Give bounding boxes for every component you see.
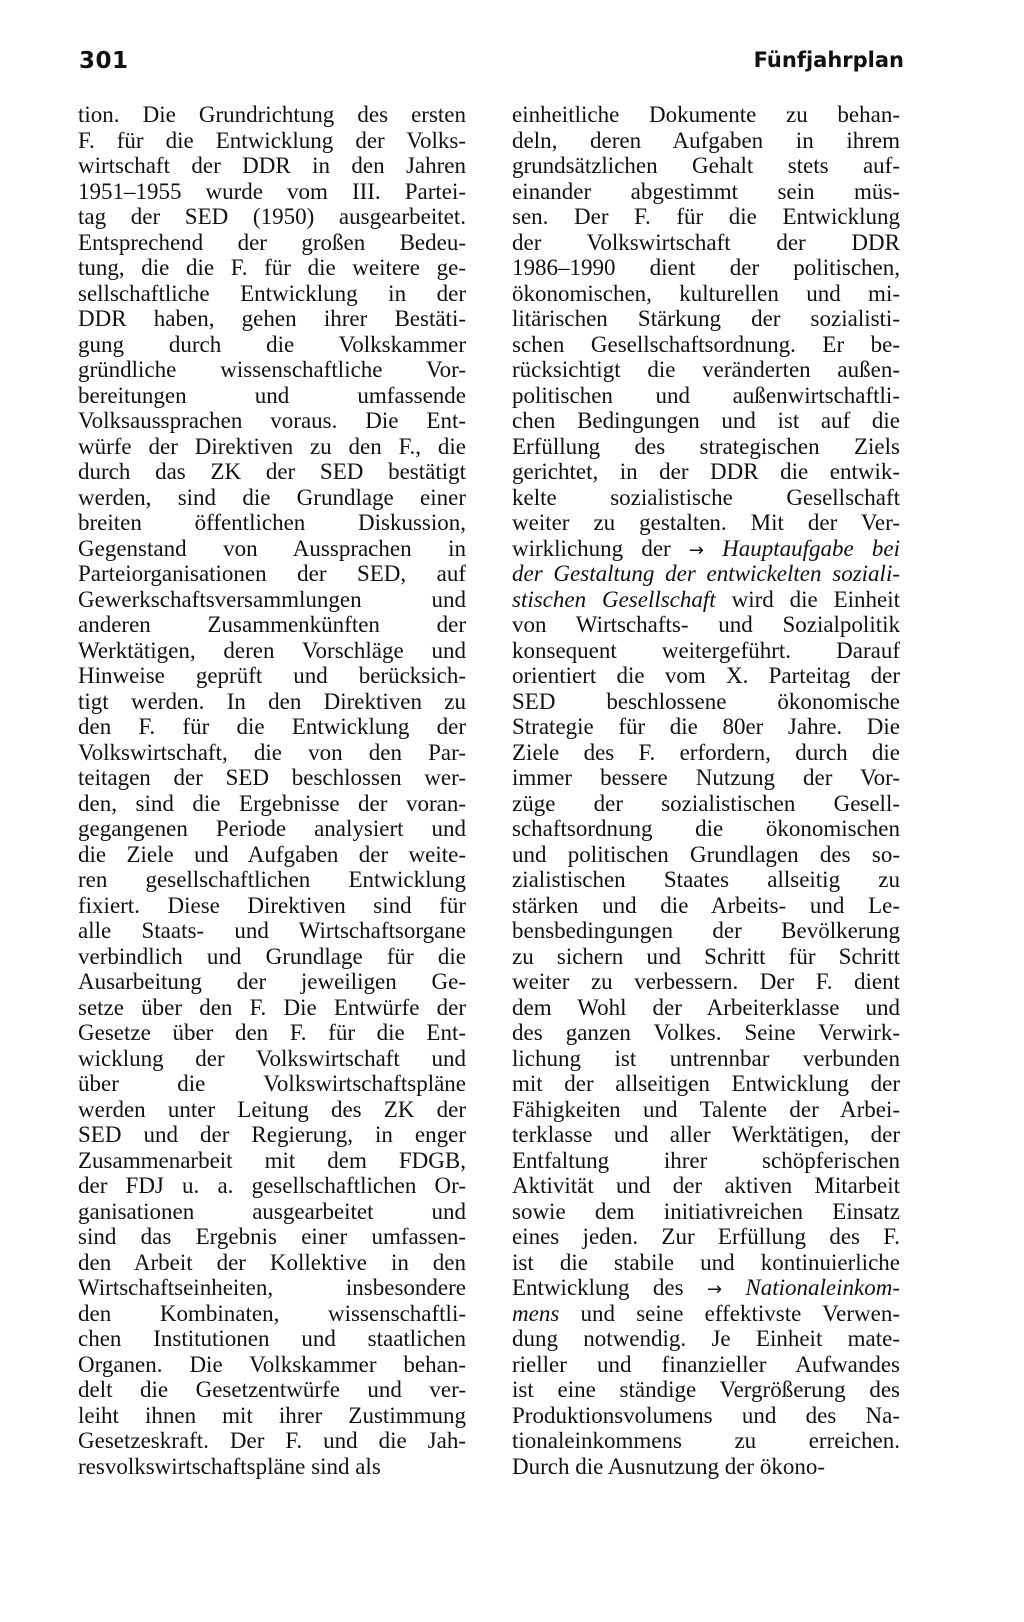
text-line: sen. Der F. für die Entwicklung	[512, 204, 900, 229]
text-line: den Kombinaten, wissenschaftli-	[78, 1300, 466, 1326]
text-line: gerichtet, in der DDR die entwik-	[512, 459, 900, 484]
text-line: einander abgestimmt sein müs-	[512, 178, 900, 204]
text-line: den Arbeit der Kollektive in den	[78, 1249, 466, 1275]
text-line: Aktivität und der aktiven Mitarbeit	[512, 1173, 900, 1198]
text-line: SED und der Regierung, in enger	[78, 1122, 466, 1147]
text-line: setze über den F. Die Entwürfe der	[78, 994, 466, 1020]
text-line: werden, sind die Grundlage einer	[78, 484, 466, 510]
text-line: F. für die Entwicklung der Volks-	[78, 127, 466, 153]
text-line: teitagen der SED beschlossen wer-	[78, 765, 466, 790]
text-line: ist die stabile und kontinuierliche	[512, 1249, 900, 1275]
text-line: immer bessere Nutzung der Vor-	[512, 765, 900, 790]
text-line: Entsprechend der großen Bedeu-	[78, 229, 466, 255]
text-line: tion. Die Grundrichtung des ersten	[78, 102, 466, 127]
text-line: Gesetzeskraft. Der F. und die Jah-	[78, 1428, 466, 1453]
text-line: dung notwendig. Je Einheit mate-	[512, 1326, 900, 1351]
cross-reference-link[interactable]: Hauptaufgabe bei	[722, 535, 900, 561]
text-line: zialistischen Staates allseitig zu	[512, 867, 900, 892]
text-line: ökonomischen, kulturellen und mi-	[512, 280, 900, 306]
text-line: durch das ZK der SED bestätigt	[78, 459, 466, 484]
text-line: grundsätzlichen Gehalt stets auf-	[512, 153, 900, 178]
text-line: 1986–1990 dient der politischen,	[512, 255, 900, 280]
text-line: deln, deren Aufgaben in ihrem	[512, 127, 900, 153]
text-line: zu sichern und Schritt für Schritt	[512, 943, 900, 969]
cross-reference-link[interactable]: stischen Gesellschaft	[512, 586, 716, 612]
text-line: Strategie für die 80er Jahre. Die	[512, 714, 900, 739]
text-line: und politischen Grundlagen des so-	[512, 841, 900, 867]
text-line: Volksaussprachen voraus. Die Ent-	[78, 408, 466, 433]
text-line: Entwicklung des → Nationaleinkom-	[512, 1275, 900, 1300]
text-line: bereitungen und umfassende	[78, 382, 466, 408]
text-line: Wirtschaftseinheiten, insbesondere	[78, 1275, 466, 1300]
text-line: dem Wohl der Arbeiterklasse und	[512, 994, 900, 1020]
text-line: ist eine ständige Vergrößerung des	[512, 1377, 900, 1402]
text-line: bensbedingungen der Bevölkerung	[512, 918, 900, 943]
text-line: züge der sozialistischen Gesell-	[512, 790, 900, 816]
text-line: einheitliche Dokumente zu behan-	[512, 102, 900, 127]
cross-reference-link[interactable]: Nationaleinkom-	[745, 1275, 900, 1300]
text-line: Organen. Die Volkskammer behan-	[78, 1351, 466, 1377]
cross-reference-link[interactable]: mens	[512, 1300, 560, 1326]
text-line: Gegenstand von Aussprachen in	[78, 535, 466, 561]
text-line: tung, die die F. für die weitere ge-	[78, 255, 466, 280]
text-line: Durch die Ausnutzung der ökono-	[512, 1453, 825, 1479]
text-line: der Volkswirtschaft der DDR	[512, 229, 900, 255]
text-line: Volkswirtschaft, die von den Par-	[78, 739, 466, 765]
text-line: chen Bedingungen und ist auf die	[512, 408, 900, 433]
text-line: DDR haben, gehen ihrer Bestäti-	[78, 306, 466, 331]
text-line: Zusammenarbeit mit dem FDGB,	[78, 1147, 466, 1173]
text-line: tag der SED (1950) ausgearbeitet.	[78, 204, 466, 229]
text-line: tigt werden. In den Direktiven zu	[78, 688, 466, 714]
running-head: Fünfjahrplan	[753, 48, 904, 72]
text-line: Gesetze über den F. für die Ent-	[78, 1020, 466, 1045]
text-line: terklasse und aller Werktätigen, der	[512, 1122, 900, 1147]
text-line: lichung ist untrennbar verbunden	[512, 1045, 900, 1071]
text-line: gegangenen Periode analysiert und	[78, 816, 466, 841]
text-line: tionaleinkommens zu erreichen.	[512, 1428, 900, 1453]
text-line: sowie dem initiativreichen Einsatz	[512, 1198, 900, 1224]
text-line: des ganzen Volkes. Seine Verwirk-	[512, 1020, 900, 1045]
left-text-column	[78, 102, 466, 1479]
text-line: weiter zu verbessern. Der F. dient	[512, 969, 900, 994]
text-line: weiter zu gestalten. Mit der Ver-	[512, 510, 900, 535]
text-line: 1951–1955 wurde vom III. Partei-	[78, 178, 466, 204]
text-line: eines jeden. Zur Erfüllung des F.	[512, 1224, 900, 1249]
text-line: orientiert die vom X. Parteitag der	[512, 663, 900, 688]
text-line: Entfaltung ihrer schöpferischen	[512, 1147, 900, 1173]
cross-reference-arrow-icon: →	[706, 1279, 723, 1300]
text-line: Werktätigen, deren Vorschläge und	[78, 637, 466, 663]
text-line: mit der allseitigen Entwicklung der	[512, 1071, 900, 1096]
text-line: der FDJ u. a. gesellschaftlichen Or-	[78, 1173, 466, 1198]
text-line: wicklung der Volkswirtschaft und	[78, 1045, 466, 1071]
page-number: 301	[79, 48, 129, 74]
text-line: Fähigkeiten und Talente der Arbei-	[512, 1096, 900, 1122]
text-line: resvolkswirtschaftspläne sind als	[78, 1453, 381, 1479]
text-line: politischen und außenwirtschaftli-	[512, 382, 900, 408]
text-line: anderen Zusammenkünften der	[78, 612, 466, 637]
text-line: leiht ihnen mit ihrer Zustimmung	[78, 1402, 466, 1428]
text-line: schen Gesellschaftsordnung. Er be-	[512, 331, 900, 357]
text-line: Erfüllung des strategischen Ziels	[512, 433, 900, 459]
text-line: sellschaftliche Entwicklung in der	[78, 280, 466, 306]
text-line: von Wirtschafts- und Sozialpolitik	[512, 612, 900, 637]
text-line: wirklichung der → Hauptaufgabe bei	[512, 535, 900, 561]
text-line: über die Volkswirtschaftspläne	[78, 1071, 466, 1096]
right-text-column	[512, 102, 900, 1479]
text-line: Produktionsvolumens und des Na-	[512, 1402, 900, 1428]
text-line: breiten öffentlichen Diskussion,	[78, 510, 466, 535]
text-line: mens und seine effektivste Verwen-	[512, 1300, 900, 1326]
text-line: ganisationen ausgearbeitet und	[78, 1198, 466, 1224]
cross-reference-arrow-icon: →	[688, 539, 704, 561]
text-line: rieller und finanzieller Aufwandes	[512, 1351, 900, 1377]
text-line: werden unter Leitung des ZK der	[78, 1096, 466, 1122]
text-line: Parteiorganisationen der SED, auf	[78, 561, 466, 586]
text-line: wirtschaft der DDR in den Jahren	[78, 153, 466, 178]
text-line: den, sind die Ergebnisse der voran-	[78, 790, 466, 816]
text-line: litärischen Stärkung der sozialisti-	[512, 306, 900, 331]
text-line: kelte sozialistische Gesellschaft	[512, 484, 900, 510]
text-line: rücksichtigt die veränderten außen-	[512, 357, 900, 382]
text-line: schaftsordnung die ökonomischen	[512, 816, 900, 841]
text-line: ren gesellschaftlichen Entwicklung	[78, 867, 466, 892]
text-line: würfe der Direktiven zu den F., die	[78, 433, 466, 459]
text-line: die Ziele und Aufgaben der weite-	[78, 841, 466, 867]
text-line: delt die Gesetzentwürfe und ver-	[78, 1377, 466, 1402]
text-line: den F. für die Entwicklung der	[78, 714, 466, 739]
text-line: gründliche wissenschaftliche Vor-	[78, 357, 466, 382]
text-line: chen Institutionen und staatlichen	[78, 1326, 466, 1351]
text-line: SED beschlossene ökonomische	[512, 688, 900, 714]
text-line: konsequent weitergeführt. Darauf	[512, 637, 900, 663]
text-line: Hinweise geprüft und berücksich-	[78, 663, 466, 688]
text-line: gung durch die Volkskammer	[78, 331, 466, 357]
text-line	[512, 561, 900, 587]
text-line: stärken und die Arbeits- und Le-	[512, 892, 900, 918]
text-line: fixiert. Diese Direktiven sind für	[78, 892, 466, 918]
text-line: Gewerkschaftsversammlungen und	[78, 586, 466, 612]
text-line: sind das Ergebnis einer umfassen-	[78, 1224, 466, 1249]
text-line: alle Staats- und Wirtschaftsorgane	[78, 918, 466, 943]
text-line: Ausarbeitung der jeweiligen Ge-	[78, 969, 466, 994]
text-line: Ziele des F. erfordern, durch die	[512, 739, 900, 765]
text-line: stischen Gesellschaft wird die Einheit	[512, 586, 900, 612]
cross-reference-link[interactable]: der Gestaltung der entwickelten soziali-	[512, 561, 900, 586]
text-line: verbindlich und Grundlage für die	[78, 943, 466, 969]
